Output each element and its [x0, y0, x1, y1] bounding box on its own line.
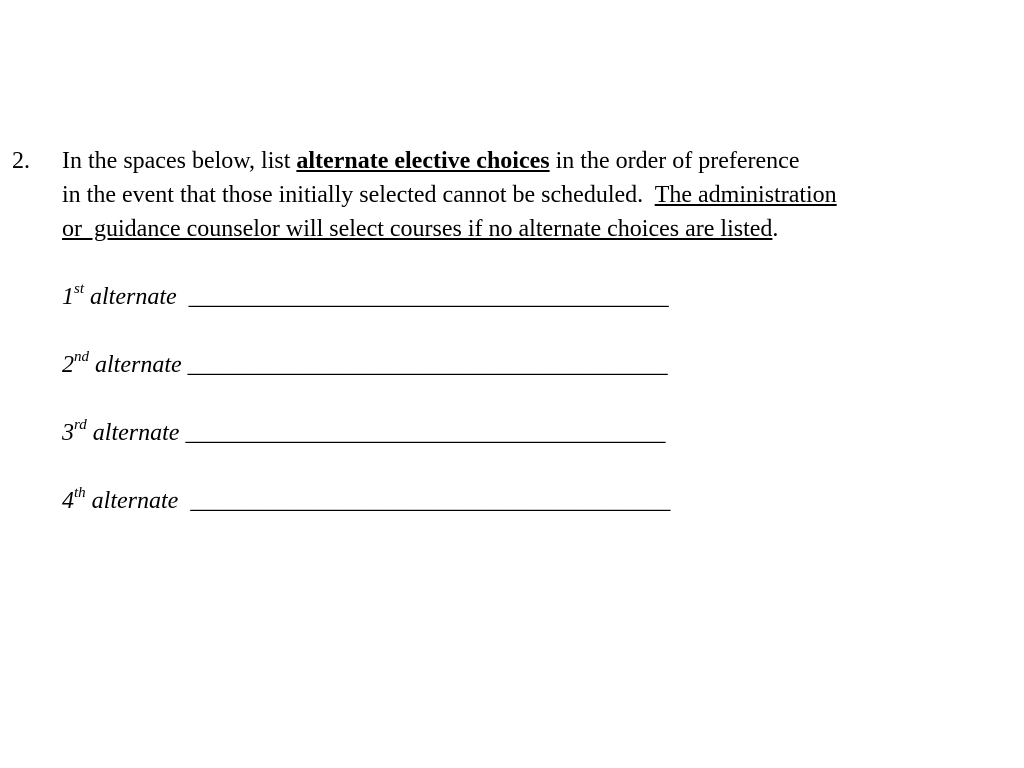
- line3-suffix: .: [772, 216, 779, 242]
- line2-underlined: The administration: [654, 182, 837, 208]
- instruction-line-2: [62, 178, 1002, 212]
- ordinal-suffix: th: [74, 485, 86, 501]
- alternate-number: 3: [62, 420, 74, 446]
- alternate-blank-4[interactable]: ________________________________________: [190, 488, 671, 514]
- alternate-blank-1[interactable]: ________________________________________: [188, 284, 669, 310]
- line3-underlined: or guidance counselor will select courses if no alternate choices are listed: [62, 216, 773, 242]
- alternate-blank-2[interactable]: ________________________________________: [187, 352, 668, 378]
- alternate-blank-3[interactable]: ________________________________________: [185, 420, 666, 446]
- alternate-label: alternate: [85, 488, 191, 514]
- line1-prefix: In the spaces below, list: [62, 148, 297, 174]
- alternate-number: 4: [62, 488, 74, 514]
- ordinal-suffix: rd: [74, 417, 87, 433]
- instruction-text: [62, 144, 1002, 246]
- alternate-row-4: [62, 484, 670, 518]
- line2-plain: in the event that those initially selected cannot be scheduled.: [62, 182, 655, 208]
- instruction-line-1: [62, 144, 1002, 178]
- ordinal-suffix: st: [74, 281, 85, 297]
- item-number: 2.: [12, 148, 30, 174]
- line1-suffix: in the order of preference: [549, 148, 800, 174]
- alternate-number: 2: [62, 352, 74, 378]
- emphasis-alternate-elective-choices: alternate elective choices: [296, 148, 550, 174]
- alternate-row-2: [62, 348, 670, 382]
- alternate-list: [62, 280, 670, 552]
- alternate-label: alternate: [86, 420, 186, 446]
- alternate-row-3: [62, 416, 670, 450]
- alternate-row-1: [62, 280, 670, 314]
- ordinal-suffix: nd: [74, 349, 89, 365]
- alternate-label: alternate: [89, 352, 188, 378]
- alternate-number: 1: [62, 284, 74, 310]
- alternate-label: alternate: [84, 284, 189, 310]
- instruction-line-3: [62, 212, 1002, 246]
